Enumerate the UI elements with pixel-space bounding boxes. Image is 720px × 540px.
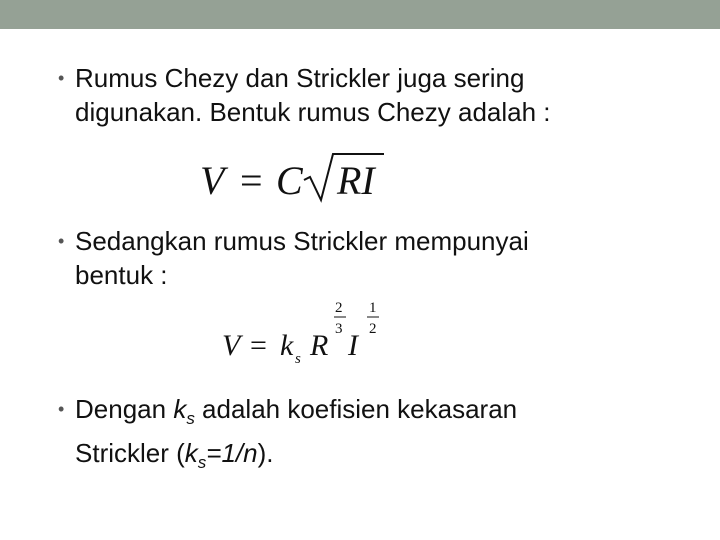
formula-subscript-s: s (295, 351, 301, 367)
bullet-icon: • (58, 68, 65, 88)
formula-ri: RI (337, 158, 375, 203)
formula-r: R (310, 329, 329, 362)
exponent-r-numerator: 2 (335, 300, 343, 316)
bullet-ks-definition (58, 392, 678, 480)
text-segment: =1/ (206, 438, 244, 469)
text-segment: Dengan (75, 394, 174, 424)
variable-n: n (243, 438, 258, 469)
bullet-icon: • (58, 399, 65, 419)
variable-k: k (184, 438, 198, 469)
chezy-formula (200, 148, 400, 208)
formula-c: C (276, 158, 303, 203)
bullet-line: digunakan. Bentuk rumus Chezy adalah : (75, 97, 551, 127)
bullet-line (75, 392, 678, 436)
bullet-line (75, 436, 678, 480)
text-segment: adalah koefisien kekasaran (194, 394, 518, 424)
variable-k: k (173, 394, 187, 424)
strickler-formula (222, 297, 402, 367)
text-segment: ). (257, 438, 274, 469)
bullet-line: Sedangkan rumus Strickler mempunyai (75, 226, 529, 256)
bullet-line: bentuk : (75, 260, 168, 290)
formula-v: V (222, 329, 241, 362)
exponent-i-numerator: 1 (369, 300, 377, 316)
exponent-i-denominator: 2 (369, 321, 377, 337)
bullet-icon: • (58, 231, 65, 251)
header-bar (0, 0, 720, 29)
exponent-r-denominator: 3 (335, 321, 343, 337)
text-segment: Strickler ( (75, 438, 185, 469)
formula-v: V (200, 158, 225, 203)
bullet-strickler-intro (58, 224, 678, 292)
variable-subscript-s: s (197, 453, 207, 473)
formula-k: k (280, 329, 294, 362)
formula-equals: = (250, 329, 267, 362)
formula-i: I (348, 329, 358, 362)
formula-equals: = (240, 158, 263, 203)
bullet-chezy-intro (58, 61, 678, 129)
bullet-line: Rumus Chezy dan Strickler juga sering (75, 63, 525, 93)
variable-subscript-s: s (186, 409, 195, 429)
